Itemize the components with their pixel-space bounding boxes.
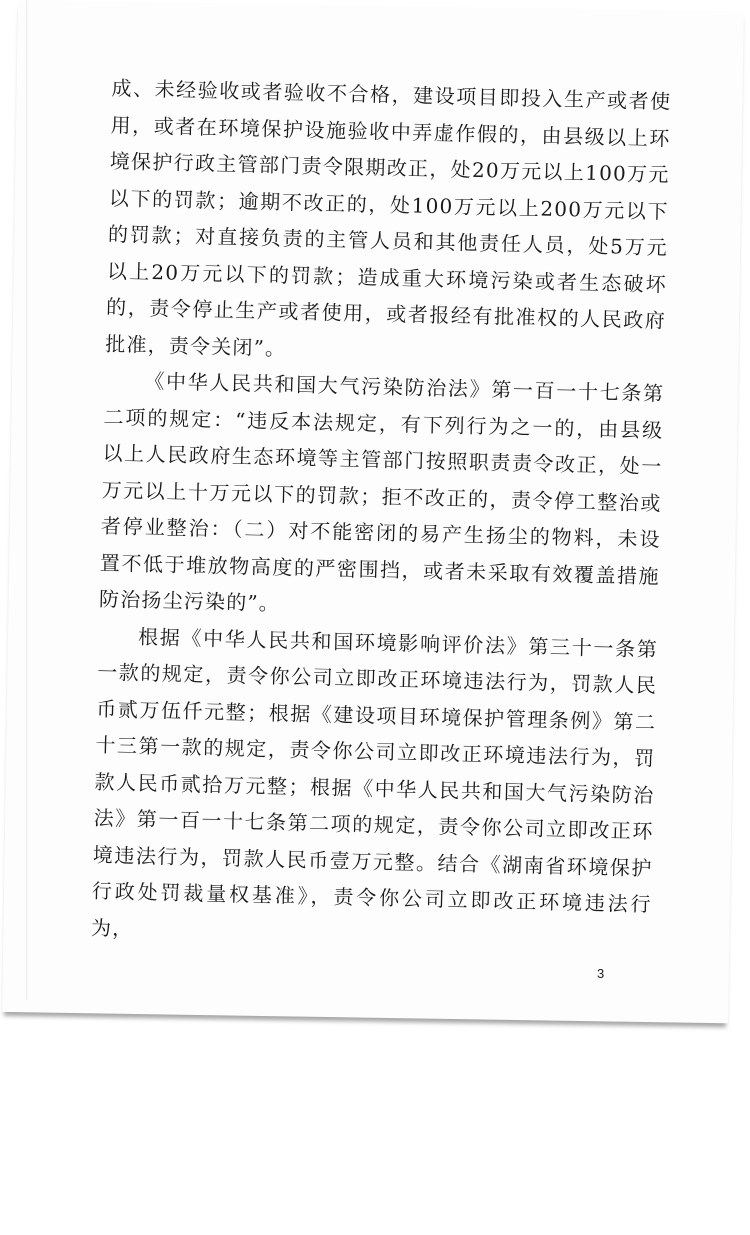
paragraph-continued: 成、未经验收或者验收不合格，建设项目即投入生产或者使用，或者在环境保护设施验收中弄虚作假的，由县级以上环境保护行政主管部门责令限期改正，处20万元以上100万元以下的罚款；逾期不改正的，处100万元以上200万元以下的罚款；对直接负责的主管人员和其他责任人员，处5万元以上20万元以下的罚款；造成重大环境污染或者生态破坏的，责令停止生产或者使用，或者报经有批准权的人民政府批准，责令关闭”。 <box>105 75 672 360</box>
paragraph-air-pollution-law: 《中华人民共和国大气污染防治法》第一百一十七条第二项的规定：“违反本法规定，有下列行为之一的，由县级以上人民政府生态环境等主管部门按照职责责令改正，处一万元以上十万元以下的罚款；拒不改正的，责令停工整治或者停业整治：（二）对不能密闭的易产生扬尘的物料，未设置不低于堆放物高度的严密围挡，或者未采取有效覆盖措施防治扬尘污染的”。 <box>98 368 665 616</box>
document-body <box>91 70 672 959</box>
page-edge-shadow <box>26 0 28 1000</box>
paragraph-penalty-decision: 根据《中华人民共和国环境影响评价法》第三十一条第一款的规定，责令你公司立即改正环境违法行为，罚款人民币贰万伍仟元整；根据《建设项目环境保护管理条例》第二十三第一款的规定，责令你公司立即改正环境违法行为，罚款人民币贰拾万元整；根据《中华人民共和国大气污染防治法》第一百一十七条第二项的规定，责令你公司立即改正环境违法行为，罚款人民币壹万元整。结合《湖南省环境保护行政处罚裁量权基准》，责令你公司立即改正环境违法行为， <box>90 624 659 941</box>
page-number: 3 <box>597 966 605 981</box>
